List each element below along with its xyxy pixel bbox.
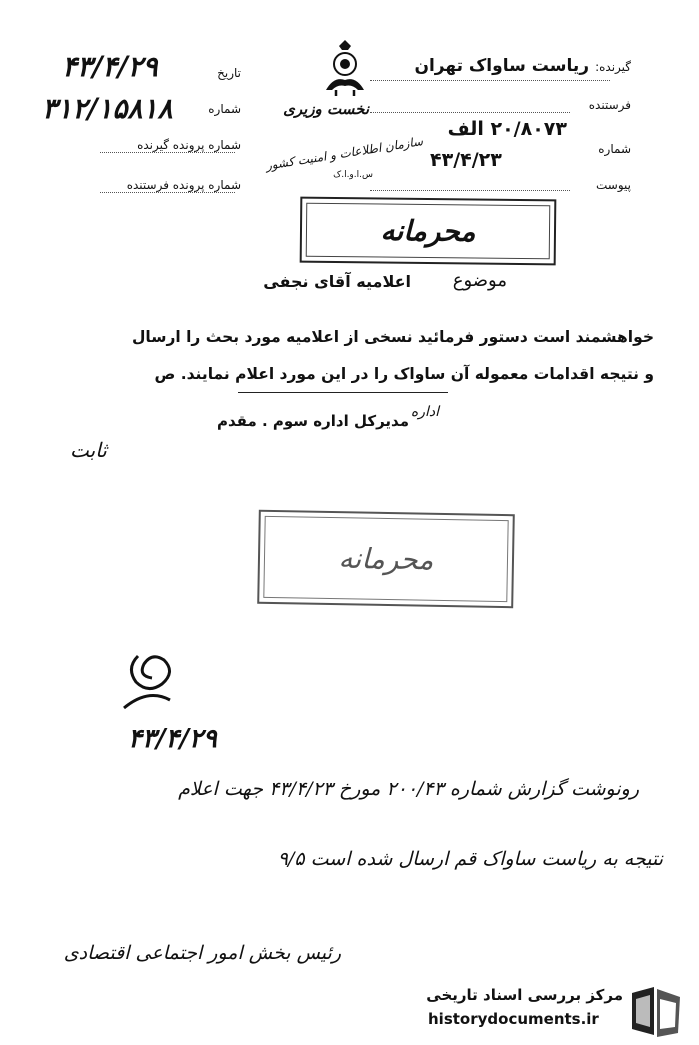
recipient-underline bbox=[370, 80, 610, 81]
number-label: شماره bbox=[598, 142, 631, 156]
emblem-org: سازمان اطلاعات و امنیت کشور bbox=[265, 134, 425, 173]
subject-label: موضوع bbox=[452, 270, 507, 291]
emblem-code: س.ا.و.ا.ک bbox=[333, 170, 373, 180]
recipient-label: گیرنده: bbox=[595, 60, 631, 74]
receiver-file-underline bbox=[100, 152, 235, 153]
sender-label: فرستنده bbox=[588, 98, 631, 112]
stamp-top-text: محرمانه bbox=[380, 214, 476, 248]
date-handwritten: ۴۳/۴/۲۹ bbox=[62, 50, 158, 83]
margin-note: اداره bbox=[410, 404, 439, 420]
attachment-label: پیوست bbox=[596, 178, 631, 192]
body-line-2: و نتیجه اقدامات معموله آن ساواک را در این مورد اعلام نمایند. ص bbox=[154, 365, 654, 383]
attachment-underline bbox=[370, 190, 570, 191]
date-value: ۴۳/۴/۲۳ bbox=[430, 149, 502, 171]
date-label: تاریخ bbox=[217, 66, 241, 80]
body-underline bbox=[238, 392, 448, 393]
number2-value: ۳۱۲/۱۵۸۱۸ bbox=[42, 92, 173, 125]
annotation-date: ۴۳/۴/۲۹ bbox=[128, 724, 217, 754]
annotation-line-1: رونوشت گزارش شماره ۲۰۰/۴۳ مورخ ۴۳/۴/۲۳ جهت اعلام bbox=[178, 778, 639, 800]
watermark-logo-icon bbox=[626, 983, 684, 1041]
confidential-stamp-bottom bbox=[257, 510, 515, 608]
stamp-bottom-text: محرمانه bbox=[338, 541, 434, 577]
emblem-title: نخست وزیری bbox=[283, 100, 369, 118]
sender-file-underline bbox=[100, 192, 235, 193]
body-line-1: خواهشمند است دستور فرمائید نسخی از اعلامیه مورد بحث را ارسال bbox=[131, 328, 654, 346]
watermark-url: historydocuments.ir bbox=[428, 1010, 599, 1028]
body-line-3: مدیرکل اداره سوم . مقدم bbox=[217, 412, 409, 430]
number2-label: شماره bbox=[208, 102, 241, 116]
annotation-line-2: نتیجه به ریاست ساواک قم ارسال شده است ۹/۵ bbox=[277, 848, 663, 870]
receiver-file-label: شماره پرونده گیرنده bbox=[137, 138, 241, 152]
number-value: ۲۰/۸۰۷۳ الف bbox=[447, 118, 567, 140]
watermark-title: مرکز بررسی اسناد تاریخی bbox=[426, 986, 623, 1004]
subject-value: اعلامیه آقای نجفی bbox=[263, 272, 411, 291]
annotation-line-3: رئیس بخش امور اجتماعی اقتصادی bbox=[63, 942, 341, 964]
handwritten-signature: ثابت bbox=[70, 438, 107, 462]
lion-and-sun-emblem-icon bbox=[322, 40, 368, 98]
initials-mark-icon bbox=[118, 648, 188, 714]
recipient-value: ریاست ساواک تهران bbox=[414, 56, 589, 76]
sender-underline bbox=[370, 112, 570, 113]
sender-file-label: شماره پرونده فرستنده bbox=[126, 178, 241, 192]
confidential-stamp-top bbox=[300, 197, 557, 266]
